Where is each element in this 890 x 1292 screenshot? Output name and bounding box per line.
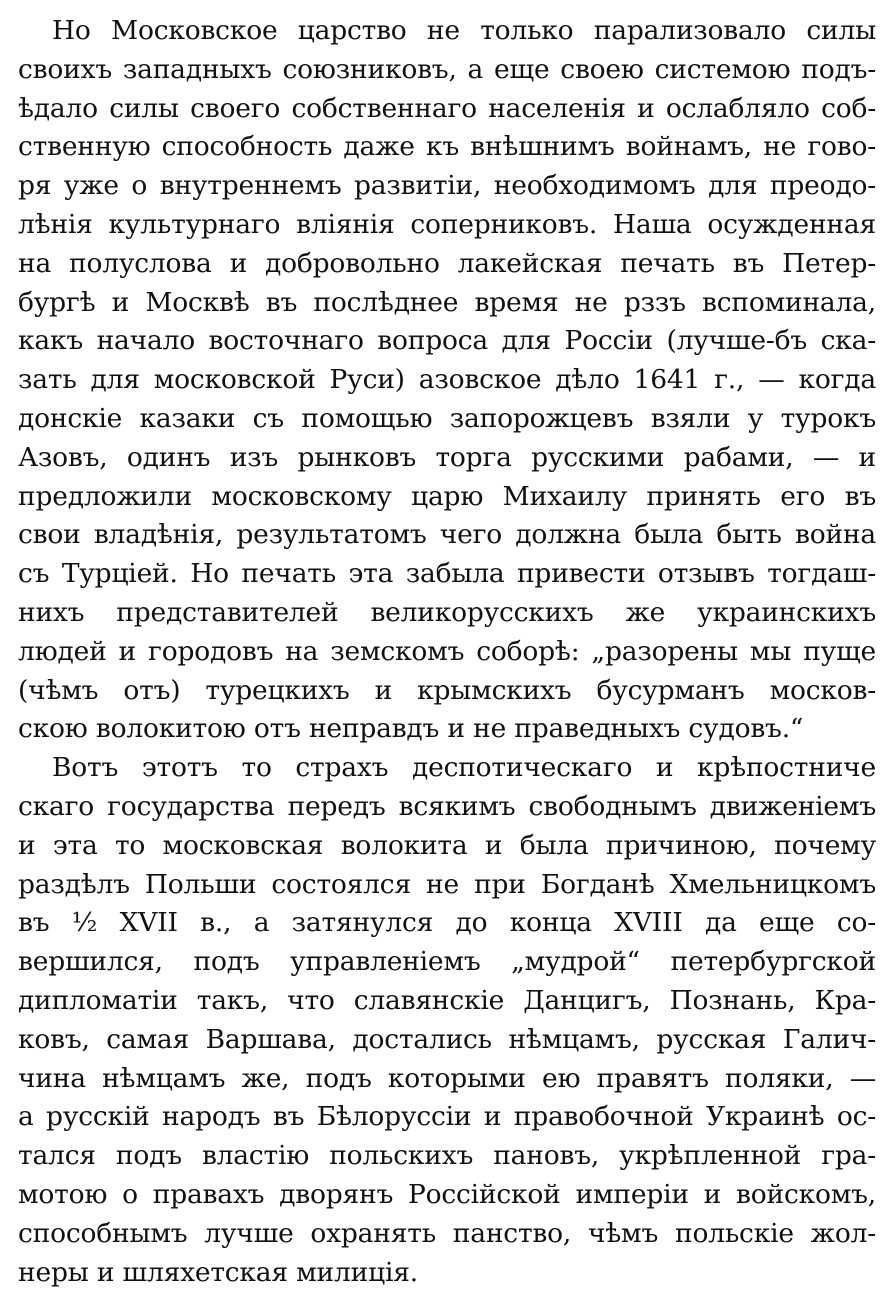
text-line: чина нѣмцамъ же, подъ которыми ею правятъ поляки, —	[18, 1060, 876, 1099]
text-line: способнымъ лучше охранять панство, чѣмъ польскіе жол-	[18, 1215, 876, 1254]
text-line: какъ начало восточнаго вопроса для Россіи (лучше-бъ ска-	[18, 322, 876, 361]
text-line: съ Турціей. Но печать эта забыла привести отзывъ тогдаш-	[18, 555, 876, 594]
text-line: Вотъ этотъ то страхъ деспотическаго и крѣпостниче	[18, 749, 876, 788]
text-line: неры и шляхетская милиція.	[18, 1254, 876, 1292]
text-line: дипломатіи такъ, что славянскіе Данцигъ, Познань, Кра-	[18, 982, 876, 1021]
text-line: ря уже о внутреннемъ развитіи, необходимомъ для преодо-	[18, 167, 876, 206]
text-line: бургѣ и Москвѣ въ послѣднее время не рззъ вспоминала,	[18, 284, 876, 323]
paragraph-1	[18, 12, 876, 749]
text-line: нихъ представителей великорусскихъ же украинскихъ	[18, 594, 876, 633]
text-line: предложили московскому царю Михаилу принять его въ	[18, 478, 876, 517]
text-line: лѣнія культурнаго вліянія соперниковъ. Наша осужденная	[18, 206, 876, 245]
document-page	[18, 12, 876, 1292]
text-line: ковъ, самая Варшава, достались нѣмцамъ, русская Галич-	[18, 1021, 876, 1060]
paragraph-2	[18, 749, 876, 1292]
text-line: на полуслова и добровольно лакейская печать въ Петер-	[18, 245, 876, 284]
text-line: своихъ западныхъ союзниковъ, а еще своею системою подъ-	[18, 51, 876, 90]
text-line: скою волокитою отъ неправдъ и не праведныхъ судовъ.“	[18, 710, 876, 749]
text-line: раздѣлъ Польши состоялся не при Богданѣ Хмельницкомъ	[18, 866, 876, 905]
text-line: (чѣмъ отъ) турецкихъ и крымскихъ бусурманъ москов-	[18, 672, 876, 711]
text-line: людей и городовъ на земскомъ соборѣ: „разорены мы пуще	[18, 633, 876, 672]
text-line: зать для московской Руси) азовское дѣло 1641 г., — когда	[18, 361, 876, 400]
text-line: скаго государства передъ всякимъ свободнымъ движеніемъ	[18, 788, 876, 827]
text-line: тался подъ властію польскихъ пановъ, укрѣпленной гра-	[18, 1137, 876, 1176]
text-line: въ ½ XVII в., а затянулся до конца XVIII да еще со-	[18, 904, 876, 943]
text-line: а русскій народъ въ Бѣлоруссіи и правобочной Украинѣ ос-	[18, 1098, 876, 1137]
text-line: ѣдало силы своего собственнаго населенія и ослабляло соб-	[18, 90, 876, 129]
text-line: донскіе казаки съ помощью запорожцевъ взяли у турокъ	[18, 400, 876, 439]
text-line: и эта то московская волокита и была причиною, почему	[18, 827, 876, 866]
text-line: мотою о правахъ дворянъ Россійской имперіи и войскомъ,	[18, 1176, 876, 1215]
text-line: ственную способность даже къ внѣшнимъ войнамъ, не гово-	[18, 128, 876, 167]
text-line: Азовъ, одинъ изъ рынковъ торга русскими рабами, — и	[18, 439, 876, 478]
text-line: Но Московское царство не только парализовало силы	[18, 12, 876, 51]
text-line: свои владѣнія, результатомъ чего должна была быть война	[18, 516, 876, 555]
text-line: вершился, подъ управленіемъ „мудрой“ петербургской	[18, 943, 876, 982]
